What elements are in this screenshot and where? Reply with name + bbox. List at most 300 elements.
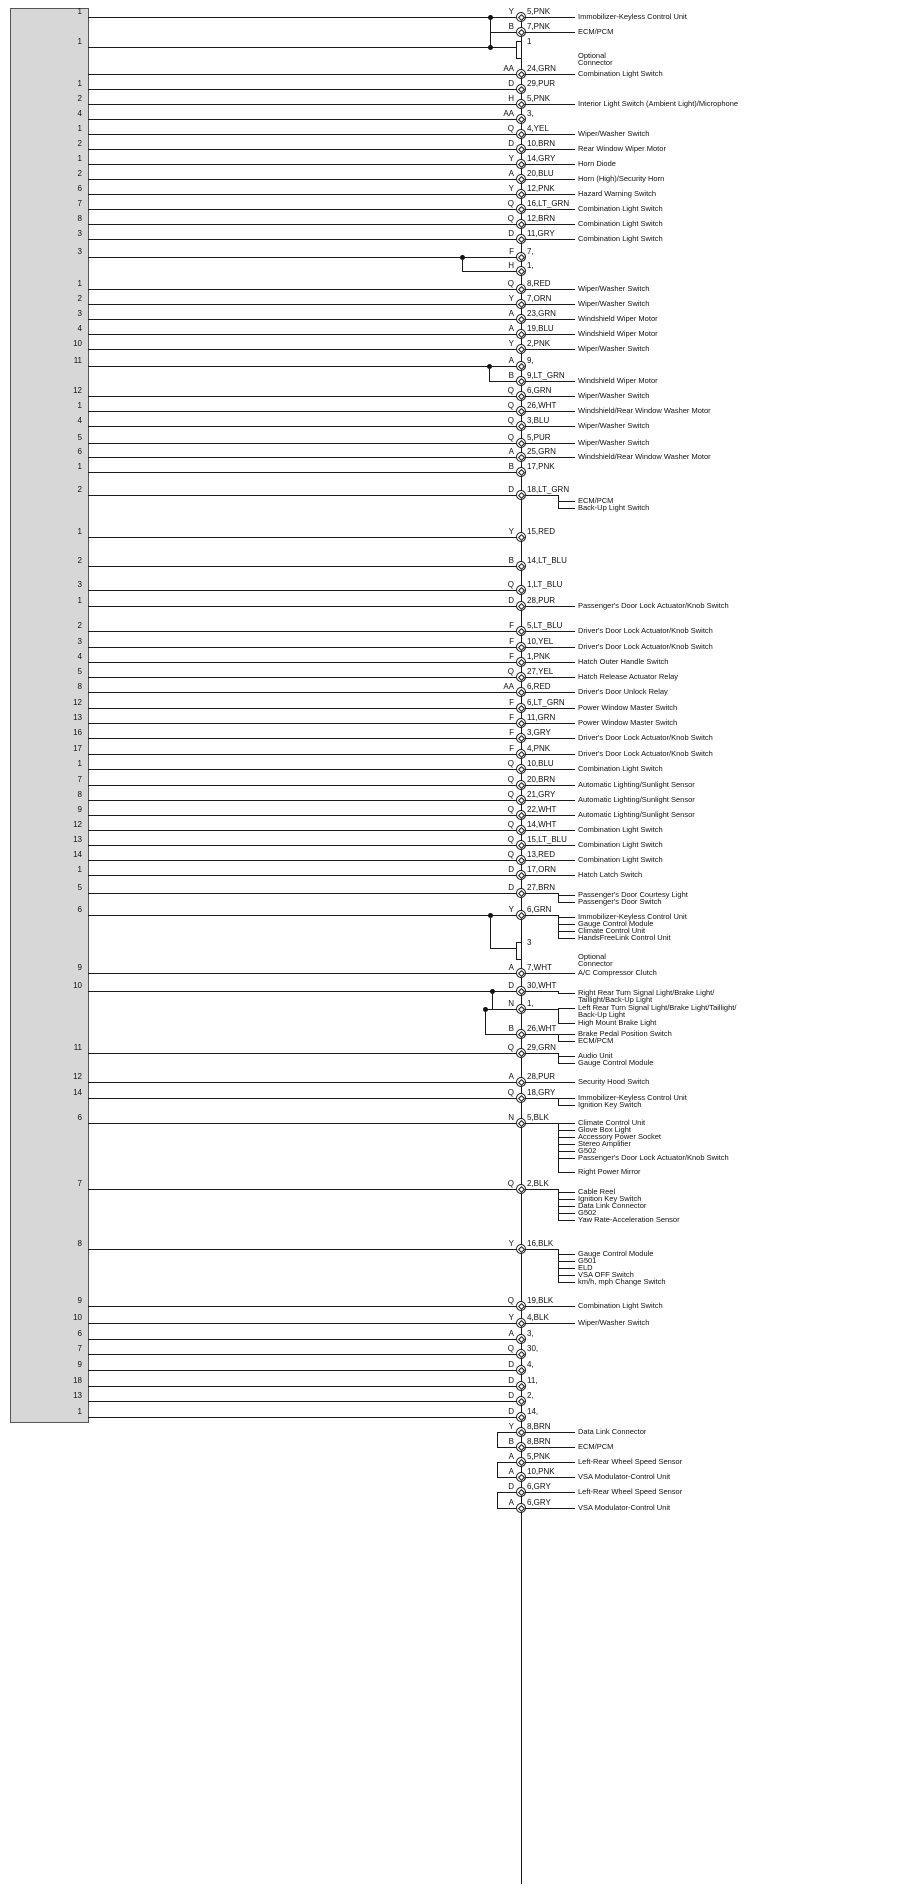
cavity-number: 13: [73, 1391, 82, 1400]
destination-stub-line: [558, 1172, 575, 1173]
pin-label: 24,GRN: [527, 64, 556, 73]
cavity-number: 2: [77, 169, 82, 178]
destination-line: [526, 1492, 575, 1493]
connector-letter: A: [508, 1072, 514, 1081]
connector-letter: D: [508, 1407, 514, 1416]
connector-letter: Q: [507, 1088, 514, 1097]
cavity-number: 9: [77, 963, 82, 972]
terminal-icon: [516, 114, 526, 124]
wire-line: [88, 566, 516, 567]
cavity-number: 2: [77, 294, 82, 303]
pin-label: 5,PNK: [527, 7, 551, 16]
terminal-icon: [516, 672, 526, 682]
destination-label: Windshield/Rear Window Washer Motor: [578, 452, 711, 461]
cavity-number: 1: [77, 279, 82, 288]
cavity-number: 4: [77, 109, 82, 118]
pin-label: 2,PNK: [527, 339, 551, 348]
pin-label: 7,WHT: [527, 963, 552, 972]
destination-label: Windshield/Rear Window Washer Motor: [578, 406, 711, 415]
destination-label: Automatic Lighting/Sunlight Sensor: [578, 780, 695, 789]
wire-line: [88, 590, 516, 591]
destination-label: Taillight/Back-Up Light: [578, 995, 653, 1004]
pin-label: 19,BLK: [527, 1296, 554, 1305]
pin-label: 1,LT_BLU: [527, 580, 563, 589]
cavity-number: 13: [73, 835, 82, 844]
pin-label: 16,LT_GRN: [527, 199, 570, 208]
connector-letter: D: [508, 596, 514, 605]
destination-line: [526, 457, 575, 458]
cavity-number: 10: [73, 981, 82, 990]
destination-line: [526, 396, 575, 397]
terminal-icon: [516, 204, 526, 214]
connector-letter: D: [508, 1376, 514, 1385]
cavity-number: 11: [73, 356, 82, 365]
wire-line: [88, 723, 516, 724]
destination-label: ECM/PCM: [578, 1036, 614, 1045]
destination-label: Driver's Door Lock Actuator/Knob Switch: [578, 642, 713, 651]
destination-label: Passenger's Door Courtesy Light: [578, 890, 688, 899]
destination-label: Yaw Rate-Acceleration Sensor: [578, 1215, 680, 1224]
pin-label: 2,BLK: [527, 1179, 549, 1188]
destination-label: Combination Light Switch: [578, 855, 663, 864]
connector-letter: Q: [507, 790, 514, 799]
connector-letter: AA: [503, 64, 514, 73]
cavity-number: 14: [73, 1088, 82, 1097]
wire-line: [88, 1417, 516, 1418]
cavity-number: 4: [77, 324, 82, 333]
destination-line: [526, 991, 558, 992]
wire-line: [497, 1447, 516, 1448]
terminal-icon: [516, 344, 526, 354]
destination-line: [526, 875, 575, 876]
destination-line: [526, 381, 575, 382]
destination-label: Hatch Release Actuator Relay: [578, 672, 679, 681]
destination-label: Wiper/Washer Switch: [578, 299, 650, 308]
pin-label: 6,LT_GRN: [527, 698, 565, 707]
cavity-number: 2: [77, 621, 82, 630]
pin-label: 6,GRN: [527, 386, 552, 395]
wire-line: [88, 89, 516, 90]
terminal-icon: [516, 284, 526, 294]
pin-label: 3,: [527, 109, 534, 118]
pin-label: 4,: [527, 1360, 534, 1369]
destination-label: A/C Compressor Clutch: [578, 968, 657, 977]
destination-line: [526, 1306, 575, 1307]
destination-label: Hatch Outer Handle Switch: [578, 657, 669, 666]
connector-letter: Y: [508, 1239, 514, 1248]
wire-line: [88, 1082, 516, 1083]
destination-label: Data Link Connector: [578, 1201, 647, 1210]
pin-label: 22,WHT: [527, 805, 557, 814]
terminal-icon: [516, 1029, 526, 1039]
destination-label: ECM/PCM: [578, 496, 614, 505]
pin-label: 3,GRY: [527, 728, 551, 737]
destination-stub-line: [558, 1151, 575, 1152]
pin-label: 17,ORN: [527, 865, 556, 874]
pin-label: 25,GRN: [527, 447, 556, 456]
connector-letter: D: [508, 139, 514, 148]
wire-line: [88, 677, 516, 678]
connector-letter: Q: [507, 775, 514, 784]
destination-line: [526, 830, 575, 831]
connector-letter: D: [508, 79, 514, 88]
wire-line: [88, 875, 516, 876]
destination-line: [526, 134, 575, 135]
destination-stub-line: [558, 1123, 575, 1124]
destination-stub-line: [558, 1199, 575, 1200]
wire-line: [88, 426, 516, 427]
terminal-icon: [516, 1118, 526, 1128]
pin-label: 1,PNK: [527, 652, 551, 661]
terminal-icon: [516, 69, 526, 79]
connector-letter: A: [508, 1452, 514, 1461]
connector-letter: D: [508, 1391, 514, 1400]
terminal-icon: [516, 888, 526, 898]
terminal-icon: [516, 314, 526, 324]
destination-line: [526, 1249, 558, 1250]
connector-letter: A: [508, 1467, 514, 1476]
connector-letter: Q: [507, 835, 514, 844]
cavity-number: 14: [73, 850, 82, 859]
splice-line: [462, 257, 463, 271]
cavity-number: 1: [77, 527, 82, 536]
terminal-icon: [516, 795, 526, 805]
destination-label: Combination Light Switch: [578, 825, 663, 834]
cavity-number: 3: [77, 247, 82, 256]
connector-letter: B: [508, 556, 514, 565]
cavity-number: 3: [77, 637, 82, 646]
connector-letter: F: [509, 637, 514, 646]
terminal-icon: [516, 561, 526, 571]
terminal-icon: [516, 986, 526, 996]
connector-letter: B: [508, 1024, 514, 1033]
cavity-number: 4: [77, 416, 82, 425]
wire-line: [88, 457, 516, 458]
terminal-icon: [516, 601, 526, 611]
pin-label: 6,GRN: [527, 905, 552, 914]
cavity-number: 9: [77, 805, 82, 814]
optional-connector-bracket: [516, 942, 521, 960]
pin-label: 5,PNK: [527, 94, 551, 103]
destination-stub-line: [558, 1275, 575, 1276]
splice-line: [485, 1009, 486, 1034]
destination-line: [526, 17, 575, 18]
connector-letter: D: [508, 883, 514, 892]
destination-stub-line: [558, 1282, 575, 1283]
wire-line: [88, 319, 516, 320]
cavity-number: 1: [77, 596, 82, 605]
pin-label: 18,GRY: [527, 1088, 556, 1097]
wire-line: [88, 1306, 516, 1307]
destination-label: Immobilizer-Keyless Control Unit: [578, 1093, 687, 1102]
wire-line: [88, 179, 516, 180]
splice-line: [490, 17, 491, 47]
destination-line: [526, 1053, 558, 1054]
connector-letter: H: [508, 94, 514, 103]
connector-letter: Y: [508, 339, 514, 348]
destination-line: [526, 319, 575, 320]
terminal-icon: [516, 1004, 526, 1014]
cavity-number: 6: [77, 447, 82, 456]
destination-label: High Mount Brake Light: [578, 1018, 657, 1027]
destination-label: Windshield Wiper Motor: [578, 376, 658, 385]
pin-label: 18,LT_GRN: [527, 485, 570, 494]
destination-line: [526, 224, 575, 225]
wire-line: [88, 396, 516, 397]
destination-stub-line: [558, 1098, 575, 1099]
wire-line: [497, 1508, 516, 1509]
wire-line: [497, 1462, 516, 1463]
terminal-icon: [516, 1301, 526, 1311]
destination-line: [526, 1323, 575, 1324]
destination-label: VSA Modulator-Control Unit: [578, 1472, 671, 1481]
pin-label: 5,PNK: [527, 1452, 551, 1461]
terminal-icon: [516, 855, 526, 865]
pin-label: 14,LT_BLU: [527, 556, 567, 565]
cavity-number: 1: [77, 154, 82, 163]
terminal-icon: [516, 718, 526, 728]
cavity-number: 16: [73, 728, 82, 737]
wire-line: [88, 785, 516, 786]
wire-line: [88, 239, 516, 240]
destination-label: Combination Light Switch: [578, 234, 663, 243]
destination-line: [526, 647, 575, 648]
cavity-number: 13: [73, 713, 82, 722]
destination-stub-line: [558, 1056, 575, 1057]
wire-line: [88, 257, 516, 258]
cavity-number: 2: [77, 556, 82, 565]
wire-line: [88, 800, 516, 801]
connector-letter: D: [508, 981, 514, 990]
connector-letter: A: [508, 324, 514, 333]
wire-line: [88, 537, 516, 538]
destination-label: Interior Light Switch (Ambient Light)/Microphone: [578, 99, 739, 108]
connector-letter: B: [508, 22, 514, 31]
connector-letter: Q: [507, 580, 514, 589]
connector-letter: Q: [507, 279, 514, 288]
cavity-number: 6: [77, 905, 82, 914]
wire-line: [88, 472, 516, 473]
destination-stub-line: [558, 1261, 575, 1262]
cavity-number: 11: [73, 1043, 82, 1052]
destination-label: Hatch Latch Switch: [578, 870, 643, 879]
terminal-icon: [516, 84, 526, 94]
connector-letter: F: [509, 728, 514, 737]
connector-letter: B: [508, 462, 514, 471]
cavity-number: 6: [77, 184, 82, 193]
destination-line: [526, 1082, 575, 1083]
connector-letter: D: [508, 485, 514, 494]
wire-line: [88, 915, 516, 916]
destination-label: Right Power Mirror: [578, 1167, 641, 1176]
destination-stub-line: [558, 993, 575, 994]
terminal-icon: [516, 840, 526, 850]
destination-label: Left Rear Turn Signal Light/Brake Light/Taillight/: [578, 1003, 737, 1012]
splice-line: [489, 366, 490, 381]
connector-letter: Y: [508, 905, 514, 914]
wire-line: [88, 606, 516, 607]
terminal-icon: [516, 1472, 526, 1482]
cavity-number: 12: [73, 698, 82, 707]
terminal-icon: [516, 810, 526, 820]
splice-line: [492, 991, 493, 1009]
destination-label: Left-Rear Wheel Speed Sensor: [578, 1487, 683, 1496]
connector-letter: F: [509, 744, 514, 753]
destination-label: VSA Modulator-Control Unit: [578, 1503, 671, 1512]
destination-label: Power Window Master Switch: [578, 703, 678, 712]
destination-stub-line: [558, 1041, 575, 1042]
optional-connector-label: Connector: [578, 58, 613, 67]
wire-line: [88, 209, 516, 210]
destination-label: Windshield Wiper Motor: [578, 329, 658, 338]
terminal-icon: [516, 1427, 526, 1437]
destination-stub-line: [558, 1137, 575, 1138]
terminal-icon: [516, 1349, 526, 1359]
cavity-number: 7: [77, 1179, 82, 1188]
destination-stub-line: [558, 938, 575, 939]
connector-letter: A: [508, 169, 514, 178]
pin-label: 7,PNK: [527, 22, 551, 31]
destination-label: VSA OFF Switch: [578, 1270, 634, 1279]
destination-line: [526, 631, 575, 632]
connector-letter: Q: [507, 401, 514, 410]
destination-line: [526, 845, 575, 846]
pin-label: 6,GRY: [527, 1482, 551, 1491]
wire-line: [489, 381, 516, 382]
wire-line: [88, 991, 516, 992]
connector-letter: Q: [507, 124, 514, 133]
wire-line: [88, 1098, 516, 1099]
destination-line: [526, 411, 575, 412]
connector-letter: N: [508, 1113, 514, 1122]
terminal-icon: [516, 174, 526, 184]
optional-connector-bracket: [516, 41, 521, 59]
cavity-number: 1: [77, 79, 82, 88]
terminal-icon: [516, 1334, 526, 1344]
destination-label: Back-Up Light: [578, 1010, 626, 1019]
wire-line: [88, 164, 516, 165]
connector-letter: A: [508, 1329, 514, 1338]
cavity-number: 2: [77, 94, 82, 103]
destination-label: Right Rear Turn Signal Light/Brake Light/: [578, 988, 715, 997]
destination-line: [526, 1189, 558, 1190]
destination-stub-line: [558, 1206, 575, 1207]
pin-label: 19,BLU: [527, 324, 554, 333]
pin-label: 1,: [527, 261, 534, 270]
cavity-number: 1: [77, 1407, 82, 1416]
destination-stub-line: [558, 1034, 575, 1035]
destination-label: G502: [578, 1146, 597, 1155]
connector-letter: A: [508, 447, 514, 456]
wire-line: [88, 973, 516, 974]
terminal-icon: [516, 968, 526, 978]
destination-line: [526, 815, 575, 816]
cavity-number: 4: [77, 652, 82, 661]
destination-branch-line: [558, 1189, 559, 1220]
connector-letter: Y: [508, 1313, 514, 1322]
connector-letter: Y: [508, 527, 514, 536]
destination-line: [526, 606, 575, 607]
cavity-number: 1: [77, 865, 82, 874]
pin-label: 1,: [527, 999, 534, 1008]
pin-label: 14,WHT: [527, 820, 557, 829]
cavity-number: 9: [77, 1296, 82, 1305]
pin-label: 27,BRN: [527, 883, 556, 892]
cavity-number: 10: [73, 1313, 82, 1322]
wire-line: [88, 334, 516, 335]
cavity-number: 6: [77, 1329, 82, 1338]
pin-label: 10,BRN: [527, 139, 556, 148]
destination-label: Passenger's Door Lock Actuator/Knob Switch: [578, 1153, 729, 1162]
destination-label: Wiper/Washer Switch: [578, 129, 650, 138]
wire-line: [497, 1492, 516, 1493]
terminal-icon: [516, 99, 526, 109]
connector-letter: Y: [508, 294, 514, 303]
destination-line: [526, 495, 558, 496]
terminal-icon: [516, 1442, 526, 1452]
destination-stub-line: [558, 902, 575, 903]
pin-label: 10,BLU: [527, 759, 554, 768]
connector-letter: Q: [507, 805, 514, 814]
destination-line: [526, 1034, 558, 1035]
destination-label: Horn (High)/Security Horn: [578, 174, 665, 183]
terminal-icon: [516, 825, 526, 835]
cavity-number: 8: [77, 682, 82, 691]
connector-letter: Q: [507, 433, 514, 442]
destination-label: Combination Light Switch: [578, 69, 663, 78]
cavity-number: 1: [77, 124, 82, 133]
wire-line: [88, 1386, 516, 1387]
terminal-icon: [516, 27, 526, 37]
destination-line: [526, 1432, 575, 1433]
wire-line: [485, 1009, 516, 1010]
pin-label: 26,WHT: [527, 401, 557, 410]
destination-branch-line: [558, 915, 559, 938]
destination-line: [526, 104, 575, 105]
pin-label: 14,: [527, 1407, 539, 1416]
terminal-icon: [516, 299, 526, 309]
destination-line: [526, 785, 575, 786]
connector-letter: Q: [507, 759, 514, 768]
pin-label: 6,GRY: [527, 1498, 551, 1507]
wire-line: [462, 271, 516, 272]
terminal-icon: [516, 129, 526, 139]
terminal-icon: [516, 406, 526, 416]
wire-line: [497, 1432, 516, 1433]
cavity-number: 8: [77, 790, 82, 799]
destination-label: Combination Light Switch: [578, 764, 663, 773]
terminal-icon: [516, 585, 526, 595]
destination-label: Stereo Amplifier: [578, 1139, 631, 1148]
wire-line: [88, 349, 516, 350]
pin-label: 17,PNK: [527, 462, 555, 471]
pin-label: 15,RED: [527, 527, 556, 536]
destination-branch-line: [558, 1053, 559, 1063]
pin-label: 28,PUR: [527, 1072, 556, 1081]
pin-label: 29,PUR: [527, 79, 556, 88]
terminal-icon: [516, 144, 526, 154]
wire-line: [490, 32, 516, 33]
pin-label: 13,RED: [527, 850, 556, 859]
destination-label: Left-Rear Wheel Speed Sensor: [578, 1457, 683, 1466]
pin-label: 9,: [527, 356, 534, 365]
destination-label: ECM/PCM: [578, 1442, 614, 1451]
wire-line: [88, 366, 516, 367]
connector-letter: D: [508, 865, 514, 874]
connector-letter: F: [509, 652, 514, 661]
wire-line: [88, 1189, 516, 1190]
pin-label: 20,BRN: [527, 775, 556, 784]
